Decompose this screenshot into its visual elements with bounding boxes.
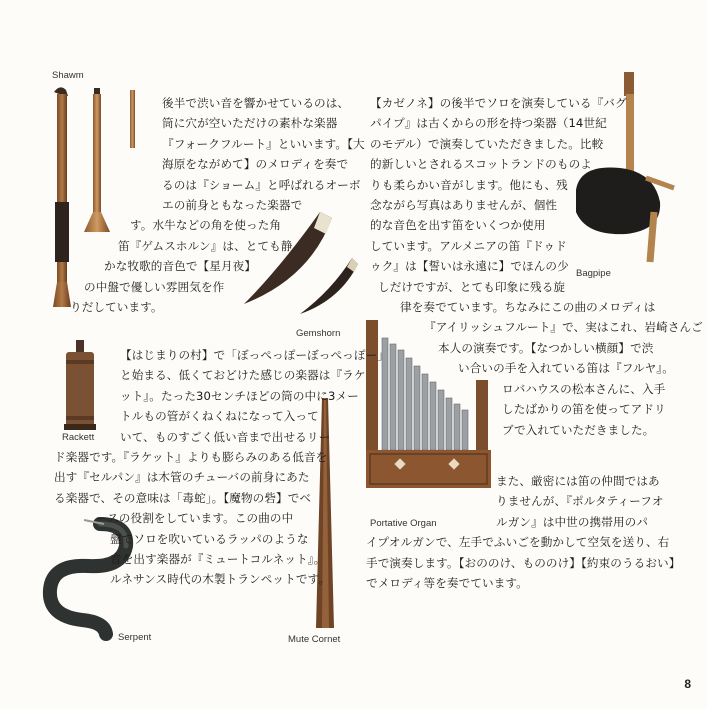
caption-serpent: Serpent <box>118 632 152 643</box>
caption-gemshorn: Gemshorn <box>296 328 341 339</box>
shawm-paragraph: 後半で渋い音を響かせているのは、 筒に穴が空いただけの素朴な楽器 『フォークフルート』といいます。【大 海原をながめて】のメロディを奏で るのは『ショーム』と呼ばれるオーボ エの前身ともなった楽器で す。水牛などの角を使った角 笛『ゲムスホルン』は、とても静 かな牧歌的音色で【星月夜】 の中盤で優しい雰囲気を作 りだしています。 <box>70 96 365 315</box>
rackett-serpent-cornet-paragraph: 【はじまりの村】で「ぼっぺっぽーぼっぺっぽー」 と始まる、低くておどけた感じの楽器は『ラケ ット』。たった30センチほどの筒の中に3メー トルもの管がくねくねになって入って いて、ものすごく低い音まで出せるリー ド楽器です。『ラケット』よりも膨らみのある低音を 出す『セルパン』は木管のチューバの前身にあた る楽器で、その意味は「毒蛇」。【魔物の砦】でベ ースの役割をしています。この曲の中 盤でソロを吹いているラッパのような 音を出す楽器が『ミュートコルネット』。 ルネサンス時代の木製トランペットです。 <box>54 348 389 587</box>
caption-shawm: Shawm <box>52 70 84 81</box>
caption-mute-cornet: Mute Cornet <box>288 634 341 645</box>
organ-paragraph: また、厳密には笛の仲間ではあ りませんが、『ポルタティーフオ ルガン』は中世の携帯用のパ イプオルガンで、左手でふいごを動かして空気を送り、右 手で演奏します。【おののけ、もののけ】【約束のうるおい】 でメロディ等を奏でています。 <box>366 474 681 591</box>
page-number: 8 <box>684 677 691 691</box>
caption-portative-organ: Portative Organ <box>370 518 437 529</box>
caption-rackett: Rackett <box>62 432 95 443</box>
caption-bagpipe: Bagpipe <box>576 268 611 279</box>
bagpipe-paragraph: 【カゼノネ】の後半でソロを演奏している『バグ パイプ』は古くからの形を持つ楽器（14世紀 のモデル）で演奏していただきました。比較 的新しいとされるスコットランドのものよ りも柔らかい音がします。他にも、残 念ながら写真はありませんが、個性 的な音色を出す笛をいくつか使用 しています。アルメニアの笛『ドゥド ゥク』は【誓いは永遠に】でほんの少 しだけですが、とても印象に残る旋 律を奏でています。ちなみにこの曲のメロディは 『アイリッシュフルート』で、実はこれ、岩崎さんご 本人の演奏です。【なつかしい横顔】で渋 い合いの手を入れている笛は『フルヤ』。 ロバハウスの松本さんに、入手 したばかりの笛を使ってアドリ ブで入れていただきました。 <box>370 96 703 437</box>
